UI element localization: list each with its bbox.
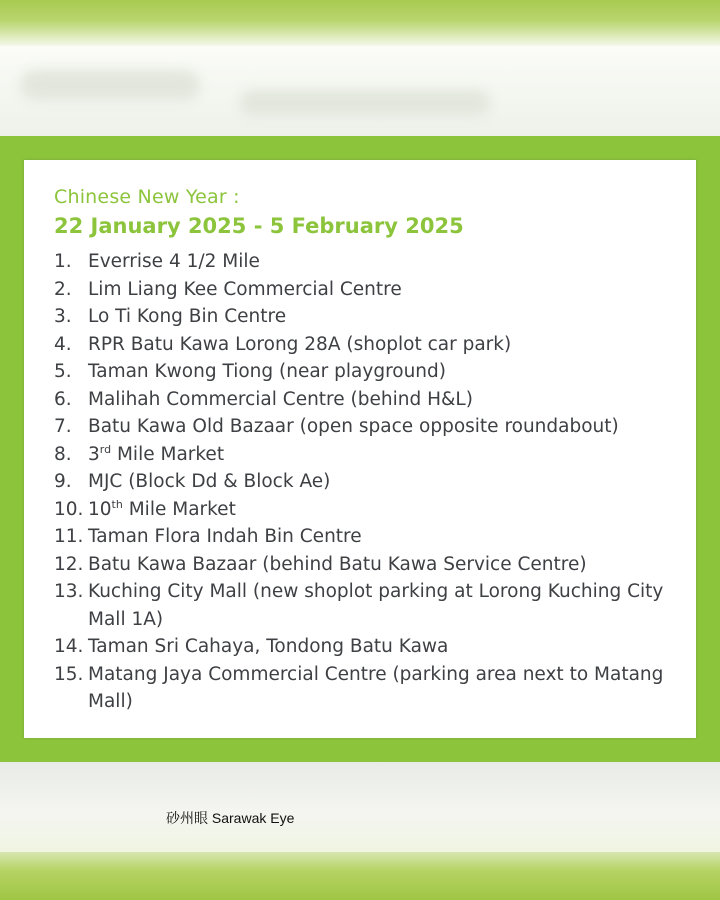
credit-watermark: 砂州眼 Sarawak Eye (166, 810, 295, 826)
notice-title: Chinese New Year : (54, 186, 240, 208)
list-item: 7. Batu Kawa Old Bazaar (open space opposite roundabout) (54, 416, 619, 437)
list-item: 14. Taman Sri Cahaya, Tondong Batu Kawa (54, 636, 449, 657)
list-item: 4. RPR Batu Kawa Lorong 28A (shoplot car park) (54, 333, 512, 355)
top-green-band (0, 0, 720, 46)
notice-card (24, 160, 696, 738)
list-item: 13. Kuching City Mall (new shoplot parking at Lorong Kuching City Mall 1A) (54, 581, 664, 630)
list-item: 12. Batu Kawa Bazaar (behind Batu Kawa Service Centre) (54, 553, 587, 575)
notice-frame (0, 136, 720, 762)
location-list (54, 248, 684, 716)
list-item: 1. Everrise 4 1/2 Mile (54, 251, 260, 272)
list-item: 8. 3rd Mile Market (54, 442, 225, 465)
list-item: 6. Malihah Commercial Centre (behind H&L) (54, 388, 473, 410)
list-item: 11. Taman Flora Indah Bin Centre (54, 526, 362, 547)
list-item: 5. Taman Kwong Tiong (near playground) (54, 361, 446, 382)
list-item: 3. Lo Ti Kong Bin Centre (54, 306, 287, 327)
list-item: 10. 10th Mile Market (54, 497, 236, 520)
bottom-green-band (0, 852, 720, 900)
list-item: 2. Lim Liang Kee Commercial Centre (54, 278, 402, 300)
list-item: 9. MJC (Block Dd & Block Ae) (54, 471, 331, 492)
notice-dates: 22 January 2025 - 5 February 2025 (54, 214, 464, 238)
blurred-bottom-area (0, 762, 720, 852)
list-item: 15. Matang Jaya Commercial Centre (parking area next to Matang Mall) (54, 663, 664, 712)
blurred-top-area (0, 46, 720, 138)
